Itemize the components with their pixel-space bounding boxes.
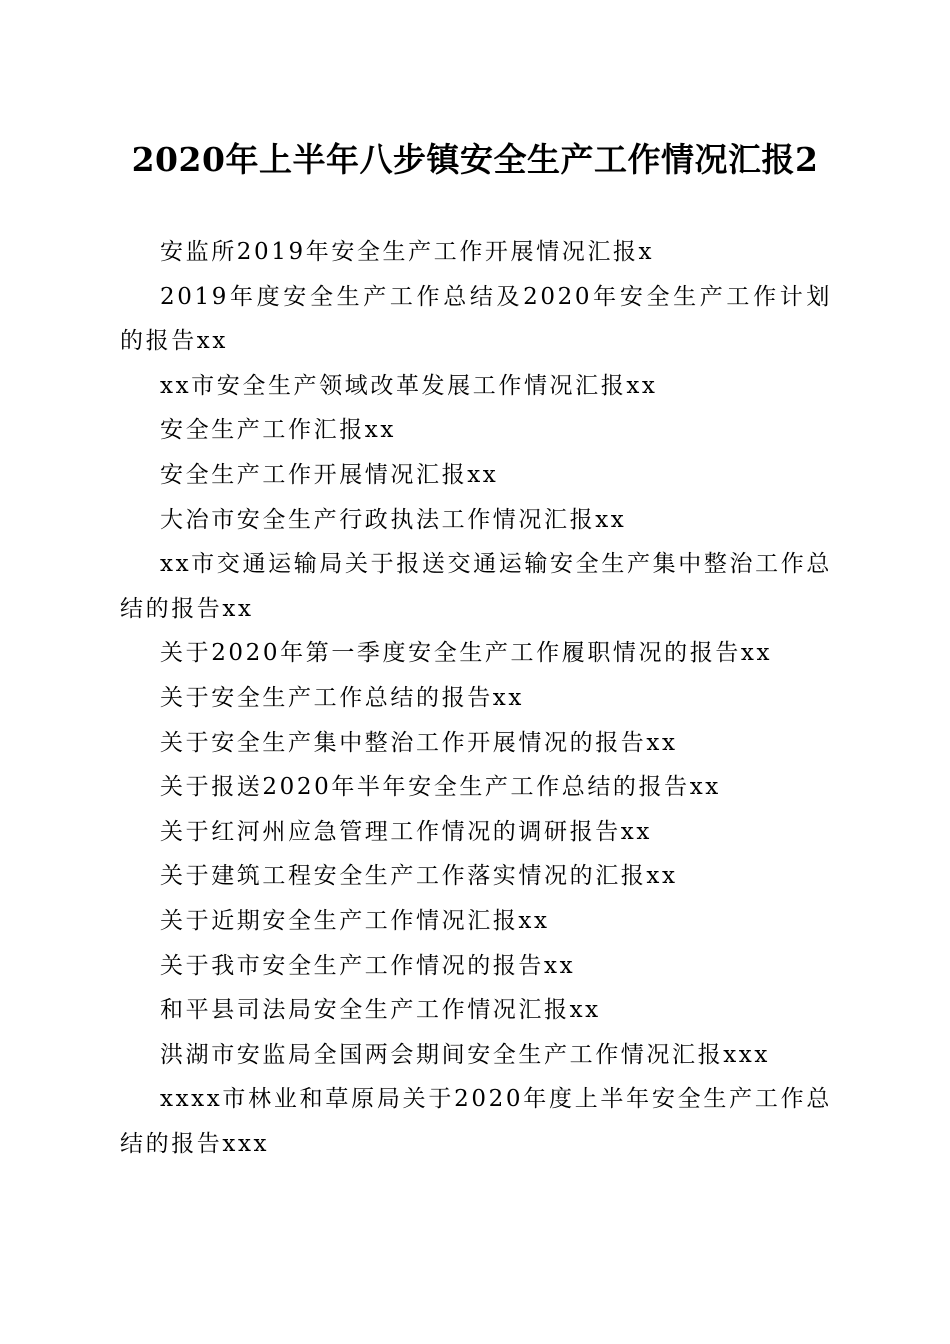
list-item: 关于我市安全生产工作情况的报告xx bbox=[160, 952, 576, 979]
list-item: 安全生产工作开展情况汇报xx bbox=[160, 461, 499, 488]
report-list bbox=[120, 230, 832, 1166]
document-title: 2020年上半年八步镇安全生产工作情况汇报2 bbox=[131, 140, 819, 179]
list-item: 关于建筑工程安全生产工作落实情况的汇报xx bbox=[160, 863, 678, 890]
list-item: 和平县司法局安全生产工作情况汇报xx bbox=[160, 997, 601, 1024]
list-item: 关于近期安全生产工作情况汇报xx bbox=[160, 907, 550, 934]
list-item: 安监所2019年安全生产工作开展情况汇报x bbox=[160, 239, 655, 265]
list-item: 关于2020年第一季度安全生产工作履职情况的报告xx bbox=[160, 640, 773, 667]
list-item: 2019年度安全生产工作总结及2020年安全生产工作计划的报告xx bbox=[120, 283, 832, 355]
list-item: 大冶市安全生产行政执法工作情况汇报xx bbox=[160, 506, 627, 533]
list-item: 关于报送2020年半年安全生产工作总结的报告xx bbox=[160, 774, 721, 801]
list-item: 关于安全生产工作总结的报告xx bbox=[160, 684, 524, 711]
list-item: xxxx市林业和草原局关于2020年度上半年安全生产工作总结的报告xxx bbox=[120, 1086, 832, 1157]
list-item: 关于安全生产集中整治工作开展情况的报告xx bbox=[160, 729, 678, 756]
list-item: xx市安全生产领域改革发展工作情况汇报xx bbox=[160, 372, 658, 399]
list-item: 洪湖市安监局全国两会期间安全生产工作情况汇报xxx bbox=[160, 1041, 770, 1068]
list-item: 安全生产工作汇报xx bbox=[160, 417, 396, 444]
list-item: 关于红河州应急管理工作情况的调研报告xx bbox=[160, 818, 652, 845]
list-item: xx市交通运输局关于报送交通运输安全生产集中整治工作总结的报告xx bbox=[120, 551, 832, 622]
